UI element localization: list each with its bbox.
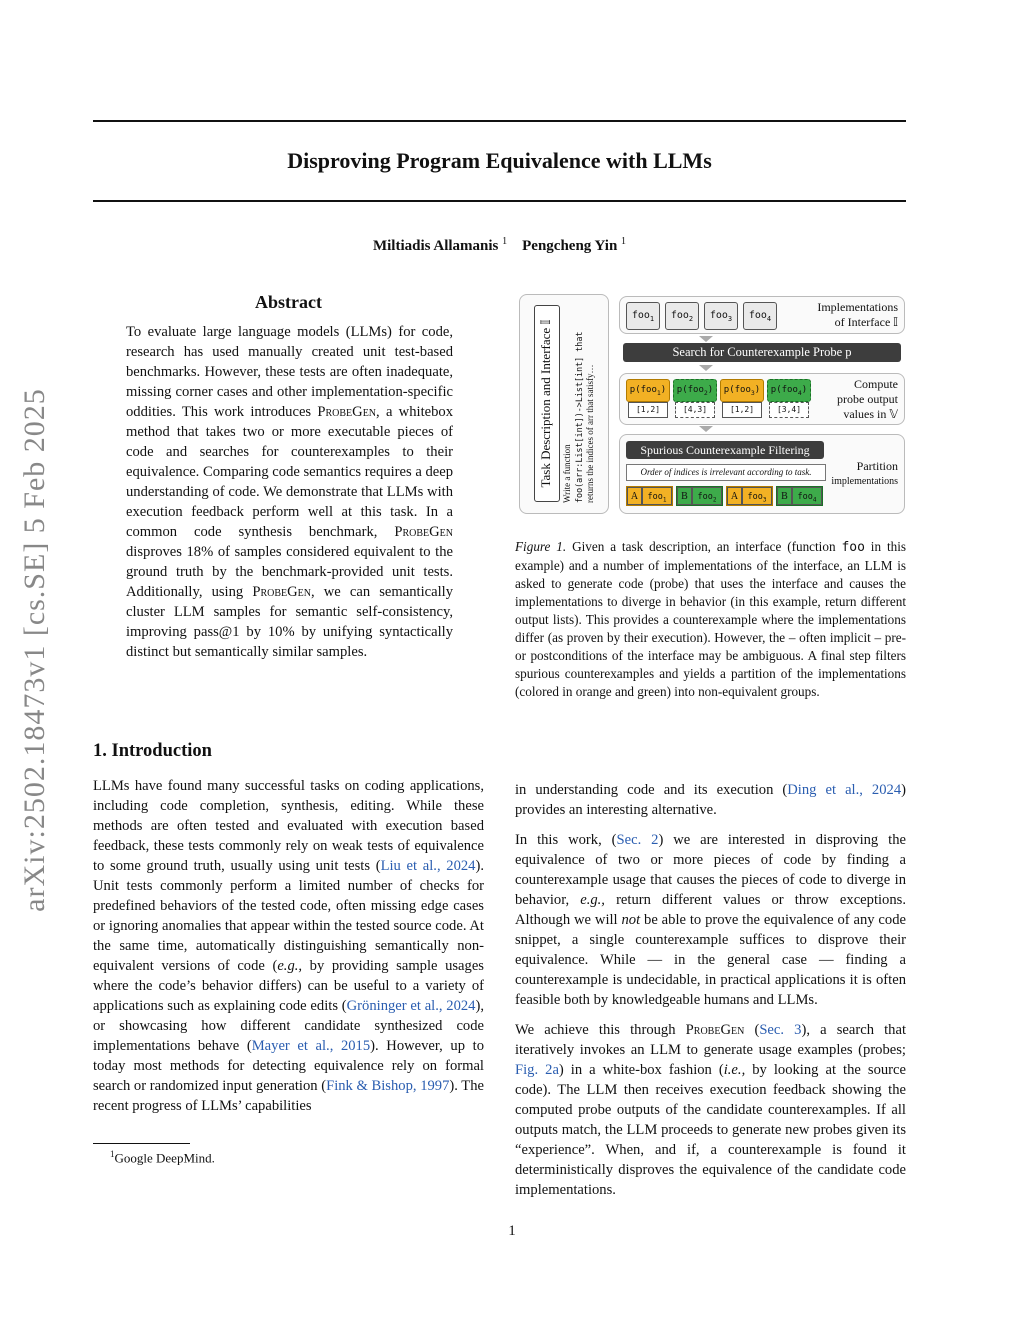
probe-result-box: p(foo$_2$) (673, 379, 717, 402)
task-description-title: Task Description and Interface 𝕀 (534, 305, 560, 502)
paragraph: In this work, (Sec. 2) we are interested in disproving the equivalence of two or more pieces of code by finding a counterexample usage that causes the pieces of code to diverge in behavior, e.g., return different values or throw exceptions. Although we will not be able to prove the equivalence of any code snippet, a single counterexample suffices to disprove their equivalence. While — in the general case — finding a counterexample is undecidable, in practical applications it is often feasible both by knowledgeable humans and LLMs. (515, 832, 906, 1008)
introduction-paragraph: LLMs have found many successful tasks on coding applications, including code completion, synthesis, editing. While these methods are often tested and evaluated with execution based feedback, these tests commonly rely on weak tests of equivalence to some ground truth, usually using unit tests (Liu et al., 2024). Unit tests commonly perform a limited number of checks for predefined behaviors of the tested code, often missing edge cases or ignoring anomalies that appear within the tested source code. At the same time, automatically distinguishing semantically non-equivalent versions of code (e.g., by providing sample usages where the code’s behavior differs) can be useful to a variety of applications such as explaining code edits (Gröninger et al., 2024), or showcasing how different candidate synthesized code implementations behave (Mayer et al., 2015). However, up to today most methods for detecting equivalence rely on formal search or randomized input generation (Fink & Bishop, 1997). The recent progress of LLMs’ capabilities (93, 778, 484, 1114)
citation-link[interactable]: Gröninger et al., 2024 (346, 998, 476, 1014)
task-description-text: Write a function foo(arr:List[int])->List[int] that returns the indices of arr that satisfy… (562, 331, 595, 503)
implementation-box: foo$_4$ (743, 302, 777, 330)
probe-output-panel (619, 373, 905, 425)
author-name: Miltiadis Allamanis (372, 238, 499, 254)
flow-arrow (699, 426, 713, 432)
section-heading-introduction: 1. Introduction (93, 741, 212, 761)
figure-link[interactable]: Fig. 2a (515, 1062, 559, 1078)
implementations-label: Implementations of Interface 𝕀 (817, 300, 898, 329)
citation-link[interactable]: Ding et al., 2024 (787, 782, 902, 798)
compute-outputs-label: Compute probe output values in 𝕍 (837, 377, 898, 421)
partition-label: Partition implementations (831, 459, 898, 487)
filtering-note: Order of indices is irrelevant according to task. (626, 464, 826, 481)
filtering-bar: Spurious Counterexample Filtering (626, 441, 824, 459)
search-probe-bar: Search for Counterexample Probe p (623, 343, 901, 362)
probe-output-value: [3,4] (769, 402, 809, 418)
citation-link[interactable]: Mayer et al., 2015 (251, 1038, 371, 1054)
section-link[interactable]: Sec. 3 (759, 1022, 802, 1038)
page-number: 1 (508, 1223, 516, 1239)
implementations-panel (619, 296, 905, 334)
implementation-box: foo$_3$ (704, 302, 738, 330)
partition-item: B foo$_2$ (676, 486, 723, 506)
title-top-rule (93, 120, 906, 122)
implementation-box: foo$_1$ (626, 302, 660, 330)
author-affiliation: 1 (621, 236, 627, 247)
flow-arrow (699, 365, 713, 371)
arxiv-identifier: arXiv:2502.18473v1 [cs.SE] 5 Feb 2025 (18, 388, 51, 912)
probe-output-value: [4,3] (675, 402, 715, 418)
flow-arrow (699, 336, 713, 342)
figure-1-caption: Figure 1. Given a task description, an interface (function foo in this example) and a number of implementations of the interface, an LLM is asked to generate code (probe) that uses the interface and causes the implementations to diverge in behavior (in this example, return different output lists). This provides a counterexample where the implementations differ (as proven by their execution). However, the – often implicit – pre- or postconditions of the interface may be ambiguous. A final step filters spurious counterexamples and yields a partition of the implementations (colored in orange and green) into non-equivalent groups. (515, 539, 907, 699)
footnote-rule (93, 1143, 190, 1144)
author-list (93, 236, 906, 255)
author-affiliation: 1 (502, 236, 508, 247)
citation-link[interactable]: Fink & Bishop, 1997 (326, 1078, 450, 1094)
author-name: Pengcheng Yin (522, 238, 618, 254)
probe-output-value: [1,2] (722, 402, 762, 418)
probe-output-value: [1,2] (628, 402, 668, 418)
probe-result-box: p(foo$_4$) (767, 379, 811, 402)
partition-panel (619, 434, 905, 514)
abstract-body: To evaluate large language models (LLMs) for code, research has used manually created unit test-based benchmarks. However, these tests are often inadequate, missing corner cases and other implementation-specific oddities. This work introduces ProbeGen, a whitebox method that takes two or more executable pieces of code and searches for counterexamples to their equivalence. Comparing code semantics requires a deep understanding of code. We demonstrate that LLMs with execution feedback perform well at this task. In a common code synthesis benchmark, ProbeGen disproves 18% of samples considered equivalent to the ground truth by the benchmark-provided unit tests. Additionally, using ProbeGen, we can semantically cluster LLM samples for semantic self-consistency, improving pass@1 by 10% by unifying syntactically distinct but semantically similar samples. (126, 324, 454, 660)
citation-link[interactable]: Liu et al., 2024 (380, 858, 476, 874)
paragraph: in understanding code and its execution (Ding et al., 2024) provides an interesting alternative. (515, 782, 906, 818)
probe-result-box: p(foo$_1$) (626, 379, 670, 402)
abstract-heading: Abstract (255, 292, 322, 312)
title-bottom-rule (93, 200, 906, 202)
section-link[interactable]: Sec. 2 (616, 832, 659, 848)
partition-item: A foo$_3$ (726, 486, 773, 506)
paragraph: We achieve this through ProbeGen (Sec. 3), a search that iteratively invokes an LLM to generate usage examples (probes; Fig. 2a) in a white-box fashion (i.e., by looking at the source code). The LLM then receives execution feedback showing the computed probe outputs of the candidate counterexamples. If all outputs match, the LLM proceeds to generate new probes given its “experience”. When, and if, a counterexample is found it deterministically disproves the equivalence of the candidate code implementations. (515, 1022, 906, 1198)
right-column-body (515, 780, 906, 1210)
footnote: $^1$Google DeepMind. (110, 1149, 215, 1166)
partition-item: B foo$_4$ (776, 486, 823, 506)
figure-1-diagram (519, 294, 905, 516)
implementation-box: foo$_2$ (665, 302, 699, 330)
probe-result-box: p(foo$_3$) (720, 379, 764, 402)
paper-title: Disproving Program Equivalence with LLMs (287, 148, 712, 173)
partition-item: A foo$_1$ (626, 486, 673, 506)
task-description-panel (519, 294, 609, 514)
